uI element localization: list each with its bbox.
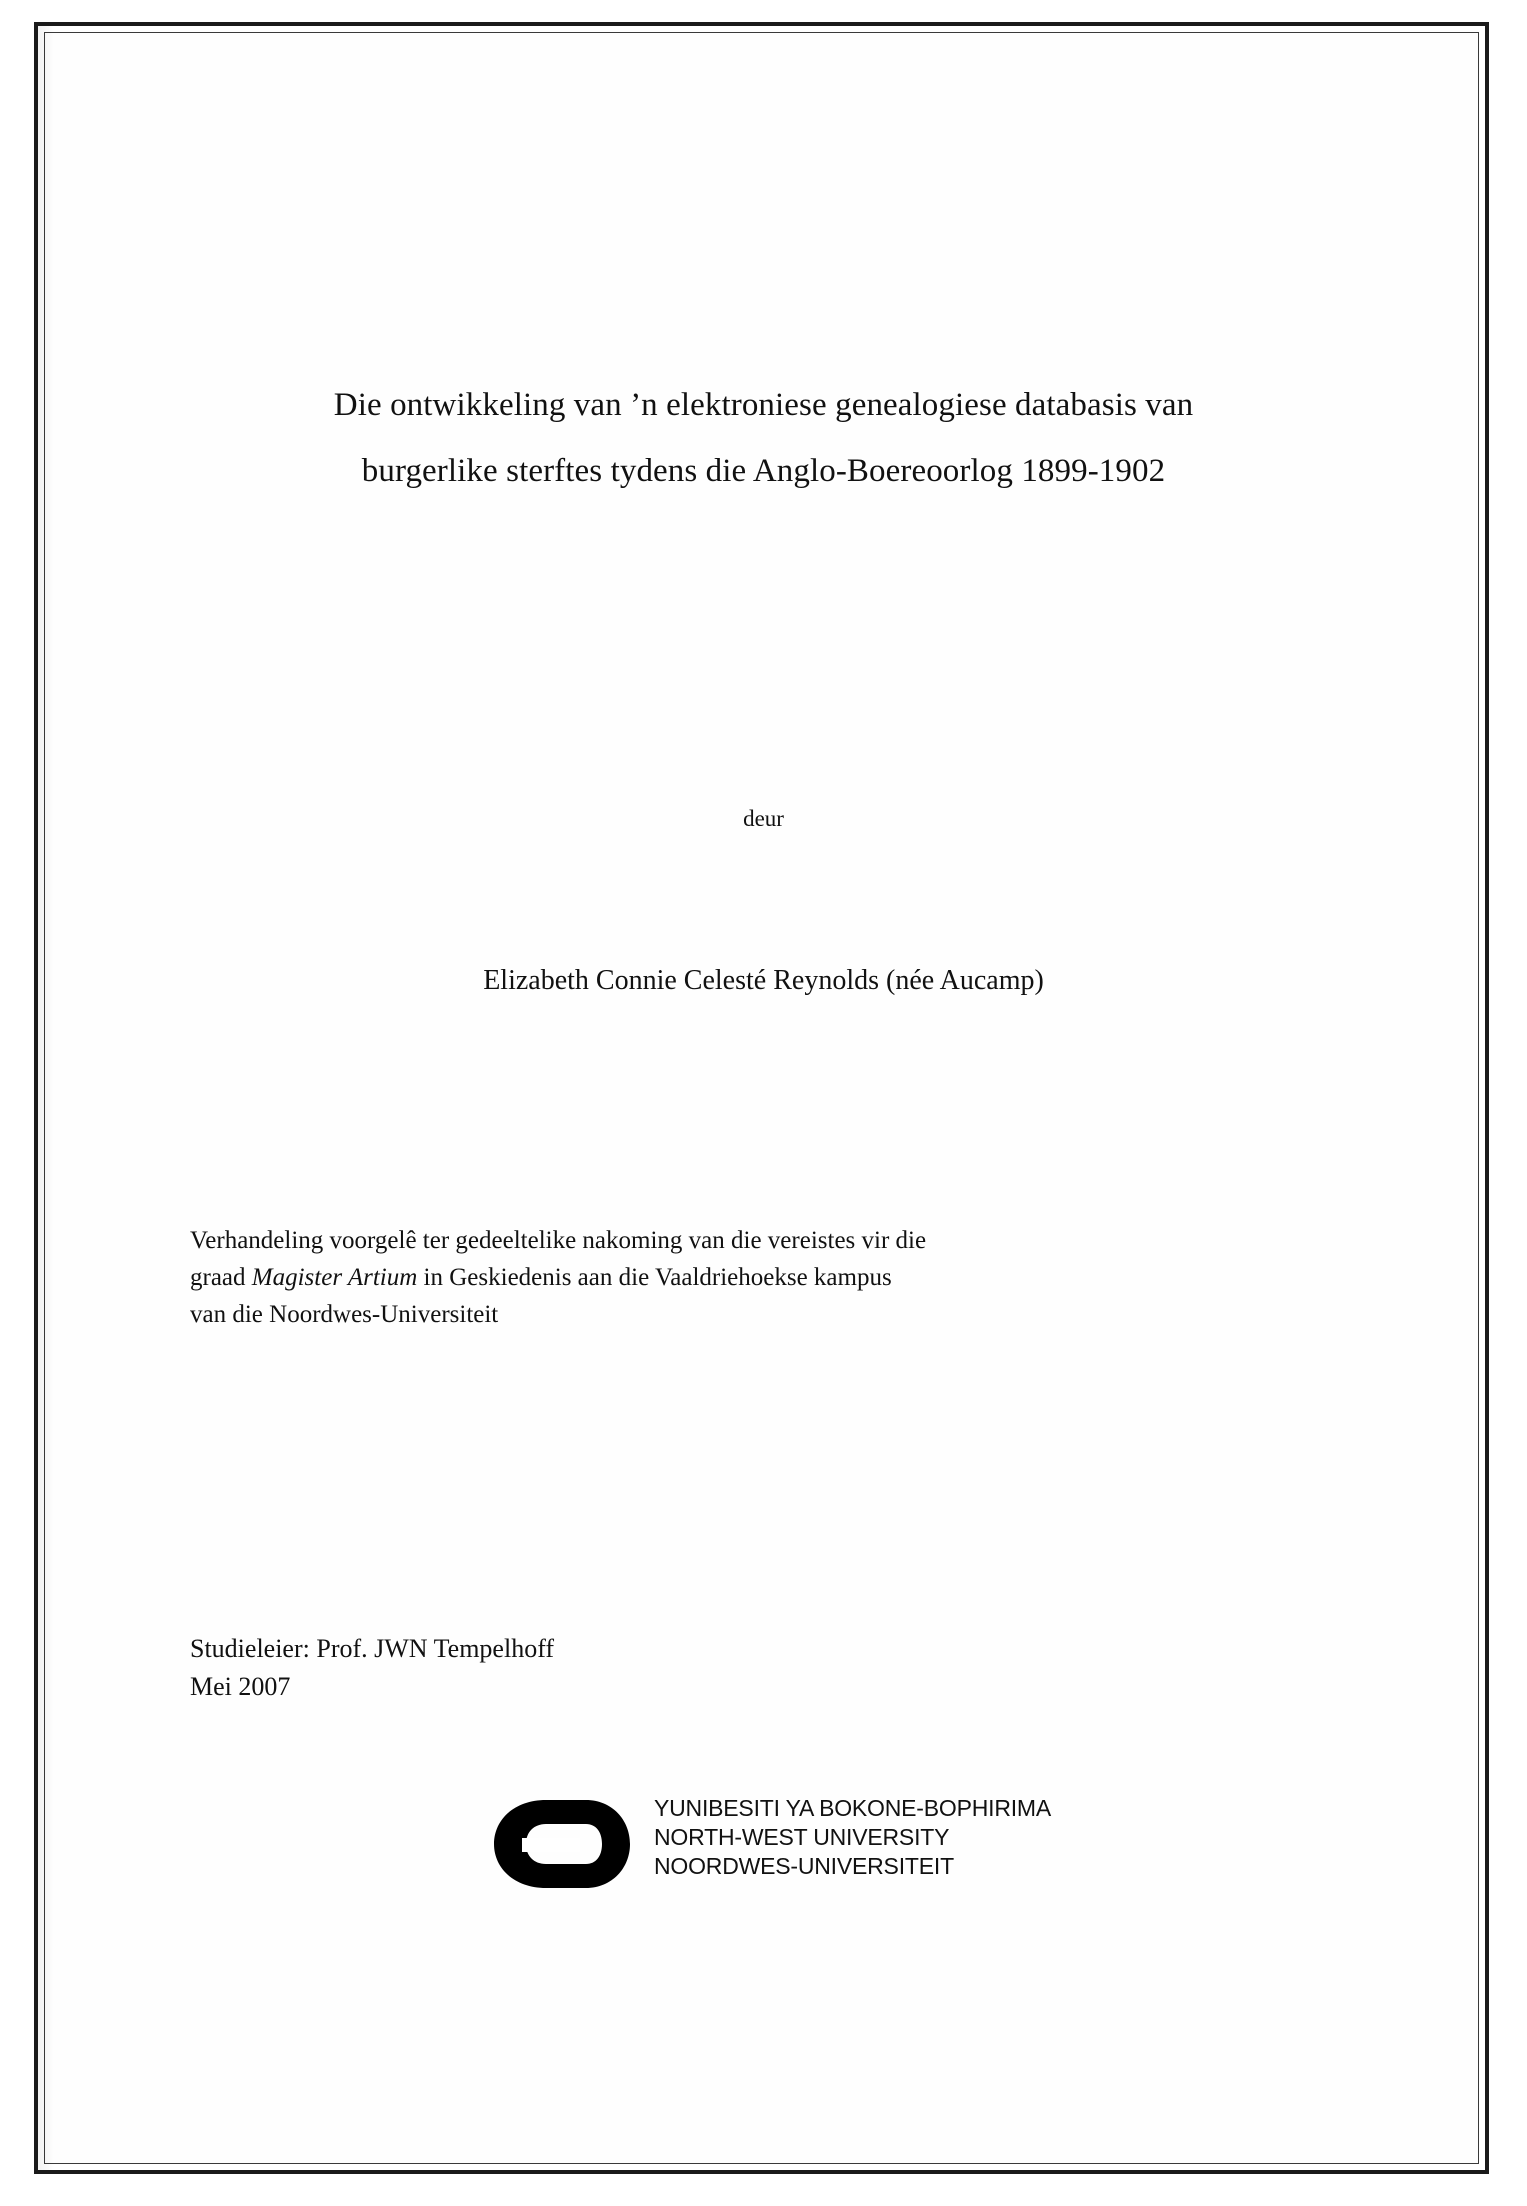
byline-label: deur: [743, 806, 784, 831]
scan-gutter-shadow: [38, 26, 54, 2170]
degree-statement-line-2: [190, 1259, 1200, 1296]
degree-statement-line-2-after: in Geskiedenis aan die Vaaldriehoekse kampus: [417, 1264, 892, 1291]
title-line-2: burgerlike sterftes tydens die Anglo-Boereoorlog 1899-1902: [361, 453, 1166, 489]
submission-date: Mei 2007: [190, 1672, 291, 1701]
supervisor-block: [190, 1630, 1090, 1706]
university-logo-text: [654, 1794, 1051, 1881]
university-logo-block: [486, 1790, 1106, 1900]
degree-statement-line-2-before: graad: [190, 1264, 252, 1291]
logo-text-line-3: NOORDWES-UNIVERSITEIT: [654, 1853, 954, 1879]
supervisor-name: Studieleier: Prof. JWN Tempelhoff: [190, 1634, 555, 1663]
degree-statement-line-1: Verhandeling voorgelê ter gedeeltelike nakoming van die vereistes vir die: [190, 1227, 927, 1254]
degree-statement-line-3: van die Noordwes-Universiteit: [190, 1301, 499, 1328]
degree-statement: [190, 1222, 1200, 1333]
title-page-content: [186, 0, 1341, 2206]
logo-text-line-1: YUNIBESITI YA BOKONE-BOPHIRIMA: [654, 1795, 1052, 1821]
title-line-1: Die ontwikkeling van ’n elektroniese genealogiese databasis van: [333, 387, 1194, 423]
north-west-university-logo-icon: [486, 1794, 646, 1894]
logo-text-line-2: NORTH-WEST UNIVERSITY: [654, 1824, 950, 1850]
author-name: Elizabeth Connie Celesté Reynolds (née Aucamp): [483, 965, 1044, 996]
page-title: [186, 372, 1341, 504]
degree-name-italic: Magister Artium: [251, 1264, 418, 1291]
